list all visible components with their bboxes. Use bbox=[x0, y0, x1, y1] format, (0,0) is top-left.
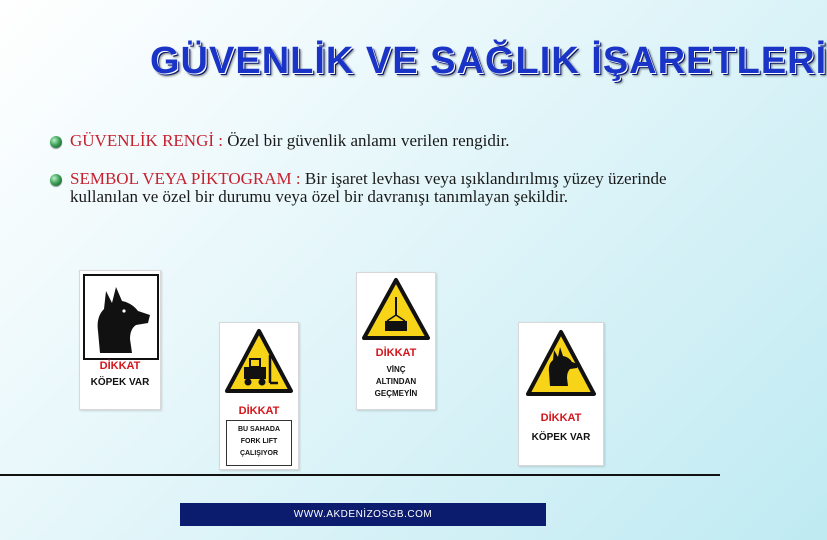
sign-text: KÖPEK VAR bbox=[90, 377, 150, 388]
bullet-item-safety-color bbox=[48, 132, 678, 150]
bullet-icon bbox=[50, 136, 62, 148]
bullet-list bbox=[48, 132, 678, 226]
sign-text: ALTINDAN bbox=[375, 377, 417, 386]
footer-website: WWW.AKDENİZOSGB.COM bbox=[180, 503, 546, 526]
dog-icon bbox=[88, 279, 154, 355]
sign-text: VİNÇ bbox=[386, 365, 406, 374]
bullet-definition: Özel bir güvenlik anlamı verilen rengidir. bbox=[227, 131, 510, 150]
crane-warning-icon bbox=[361, 277, 431, 343]
slide-title: GÜVENLİK VE SAĞLIK İŞARETLERİ bbox=[150, 40, 827, 82]
sign-dog-warning bbox=[518, 322, 604, 466]
sign-heading: DİKKAT bbox=[238, 405, 280, 417]
sign-text: BU SAHADA bbox=[238, 426, 280, 433]
footer-divider bbox=[0, 474, 720, 476]
dog-warning-icon bbox=[524, 328, 598, 400]
forklift-warning-icon bbox=[224, 327, 294, 397]
bullet-term: SEMBOL VEYA PİKTOGRAM : bbox=[70, 169, 305, 188]
sign-text: ÇALIŞIYOR bbox=[239, 450, 279, 457]
sign-heading: DİKKAT bbox=[99, 360, 141, 372]
sign-crane bbox=[356, 272, 436, 410]
bullet-term: GÜVENLİK RENGİ : bbox=[70, 131, 228, 150]
bullet-item-pictogram bbox=[48, 170, 678, 206]
bullet-icon bbox=[50, 174, 62, 186]
sign-heading: DİKKAT bbox=[375, 347, 417, 359]
bullet-definition: Bir işaret levhası veya ışıklandırılmış yüzey üzerinde kullanılan ve özel bir durumu veya özel bir davranışı tanımlayan şekildir. bbox=[70, 169, 667, 206]
sign-forklift bbox=[219, 322, 299, 470]
sign-text-box bbox=[226, 420, 292, 466]
sign-dog bbox=[79, 270, 161, 410]
sign-text: GEÇMEYİN bbox=[374, 389, 418, 398]
sign-text: FORK LIFT bbox=[240, 438, 278, 445]
sign-heading: DİKKAT bbox=[540, 412, 582, 424]
sign-text: KÖPEK VAR bbox=[531, 432, 591, 443]
